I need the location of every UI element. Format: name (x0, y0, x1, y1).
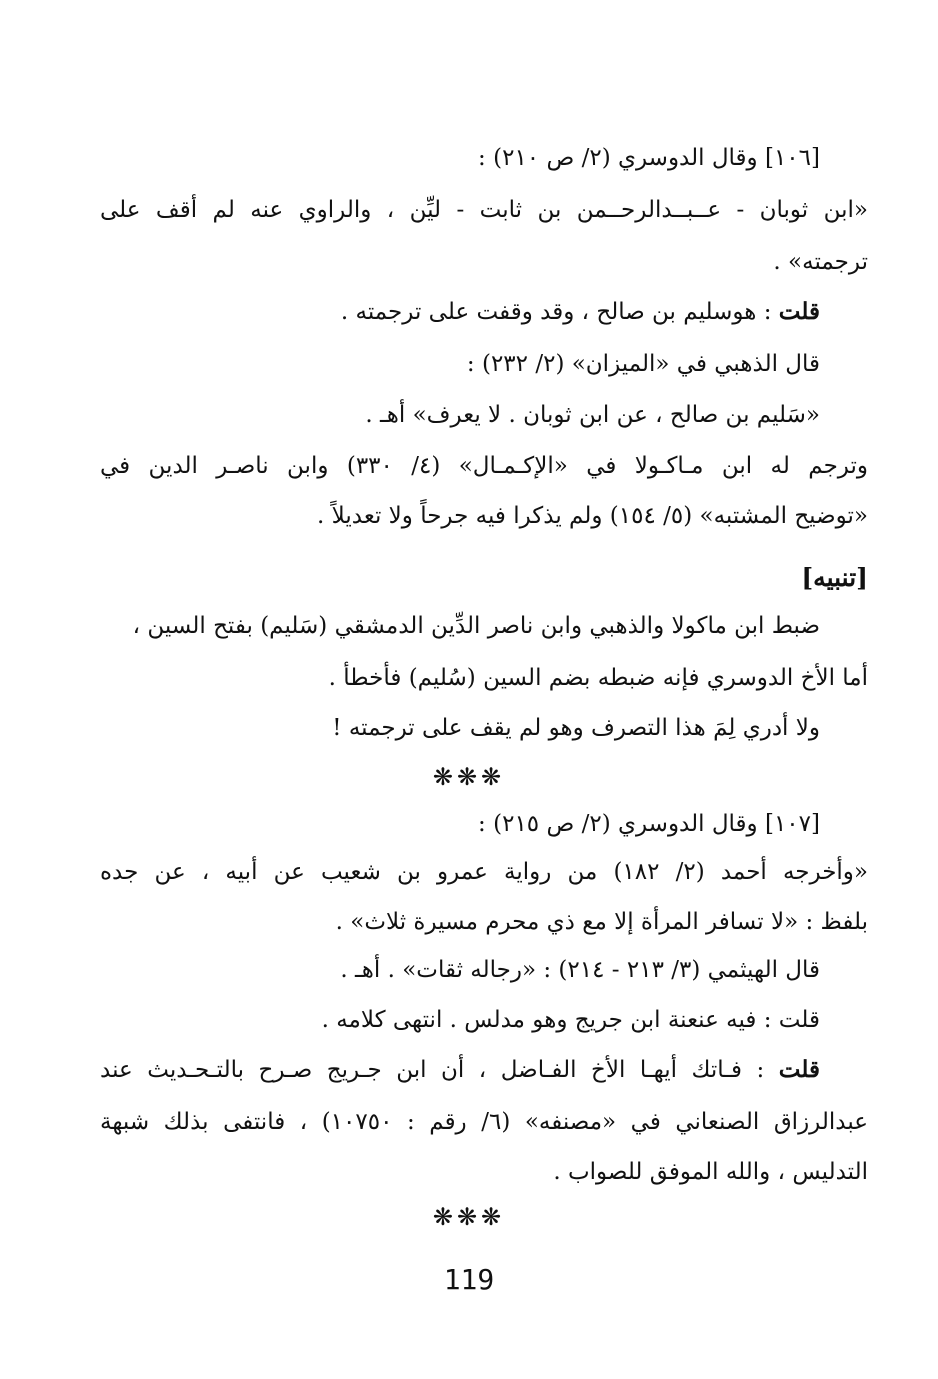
reply-qult-label: قلت (778, 1056, 820, 1083)
tanbih-line-1: ضبط ابن ماكولا والذهبي وابن ناصر الدِّين الدمشقي (سَليم) بفتح السين ، (132, 613, 820, 639)
qult-plain-line: قلت : فيه عنعنة ابن جريج وهو مدلس . انتهى كلامه . (321, 1007, 820, 1033)
qult-label: قلت (778, 298, 820, 325)
tanbih-line-2: أما الأخ الدوسري فإنه ضبطه بضم السين (سُليم) فأخطأ . (328, 665, 868, 691)
qult-text: : هوسليم بن صالح ، وقد وقفت على ترجمته . (340, 299, 772, 325)
entry-107-header: [١٠٧] وقال الدوسري (٢/ ص ٢١٥) : (478, 811, 820, 837)
entry-106-header: [١٠٦] وقال الدوسري (٢/ ص ٢١٠) : (478, 145, 820, 171)
separator-stars-bottom: ❋❋❋ (432, 1203, 506, 1231)
reply-line-1 (100, 1050, 820, 1090)
reply-line-2: عبدالرزاق الصنعاني في «مصنفه» (٦/ رقم : ١٠٧٥٠) ، فانتفى بذلك شبهة (100, 1109, 868, 1135)
dhahabi-line: قال الذهبي في «الميزان» (٢/ ٢٣٢) : (466, 351, 820, 377)
reply-line-3: التدليس ، والله الموفق للصواب . (553, 1159, 868, 1185)
entry-106-quote-line-1: «ابن ثوبان - عــبــدالرحــمن بن ثابت - ليِّن ، والراوي عنه لم أقف على (100, 197, 868, 223)
reply-text: : فـاتك أيهـا الأخ الفـاضل ، أن ابن جـريج صـرح بالتـحـديث عند (100, 1057, 765, 1083)
separator-stars: ❋❋❋ (432, 763, 506, 791)
entry-107-quote-line-2: بلفظ : «لا تسافر المرأة إلا مع ذي محرم مسيرة ثلاث» . (335, 909, 868, 935)
tanbih-line-3: ولا أدري لِمَ هذا التصرف وهو لم يقف على ترجمته ! (332, 715, 820, 741)
haythami-line: قال الهيثمي (٣/ ٢١٣ - ٢١٤) : «رجاله ثقات» . أهـ . (340, 957, 820, 983)
entry-107-quote-line-1: «وأخرجه أحمد (٢/ ١٨٢) من رواية عمرو بن شعيب عن أبيه ، عن جده (100, 859, 868, 885)
entry-106-qult (341, 292, 820, 332)
page-number: 119 (443, 1263, 495, 1296)
tanbih-heading: [تنبيه] (801, 563, 868, 592)
tarjama-line-2: «توضيح المشتبه» (٥/ ١٥٤) ولم يذكرا فيه جرحاً ولا تعديلاً . (317, 503, 868, 529)
entry-106-quote-line-2: ترجمته» . (773, 249, 868, 275)
dhahabi-quote: «سَليم بن صالح ، عن ابن ثوبان . لا يعرف» أهـ . (365, 402, 820, 428)
tarjama-line-1: وترجم له ابن مـاكـولا في «الإكـمـال» (٤/ ٣٣٠) وابن ناصـر الدين في (100, 453, 868, 479)
